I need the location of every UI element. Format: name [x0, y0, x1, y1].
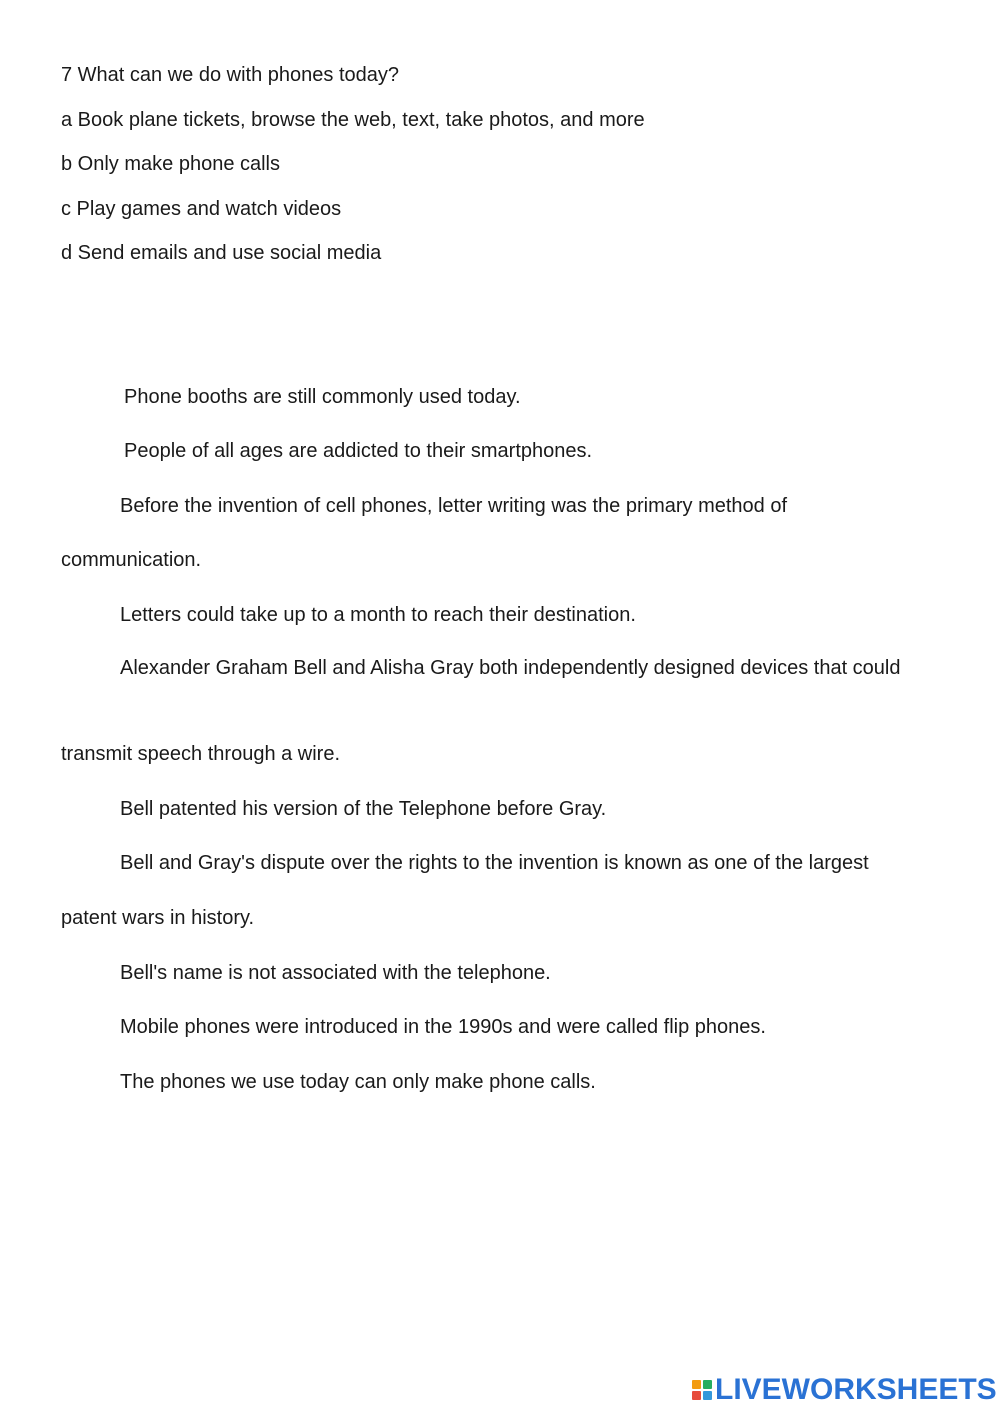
statement-3a: Before the invention of cell phones, letter writing was the primary method of: [120, 495, 788, 517]
logo-squares-icon: [692, 1380, 712, 1400]
logo-text: LIVEWORKSHEETS: [715, 1373, 997, 1406]
liveworksheets-logo[interactable]: [692, 1373, 997, 1407]
statement-3b: communication.: [61, 549, 202, 571]
statement-7b: patent wars in history.: [61, 907, 255, 929]
option-a[interactable]: a Book plane tickets, browse the web, text, take photos, and more: [61, 109, 645, 131]
option-b[interactable]: b Only make phone calls: [61, 153, 281, 175]
statement-5b: transmit speech through a wire.: [61, 743, 341, 765]
statement-2: People of all ages are addicted to their smartphones.: [124, 440, 593, 462]
statement-9: Mobile phones were introduced in the 1990s and were called flip phones.: [120, 1016, 766, 1038]
statement-5a: Alexander Graham Bell and Alisha Gray both independently designed devices that could: [120, 657, 901, 679]
question-prompt: 7 What can we do with phones today?: [61, 64, 399, 86]
statement-4: Letters could take up to a month to reach their destination.: [120, 604, 636, 626]
option-c[interactable]: c Play games and watch videos: [61, 198, 342, 220]
statement-7a: Bell and Gray's dispute over the rights to the invention is known as one of the largest: [120, 852, 869, 874]
statement-1: Phone booths are still commonly used today.: [124, 386, 521, 408]
option-d[interactable]: d Send emails and use social media: [61, 242, 382, 264]
statement-8: Bell's name is not associated with the telephone.: [120, 962, 551, 984]
statement-6: Bell patented his version of the Telephone before Gray.: [120, 798, 607, 820]
statement-10: The phones we use today can only make phone calls.: [120, 1071, 596, 1093]
